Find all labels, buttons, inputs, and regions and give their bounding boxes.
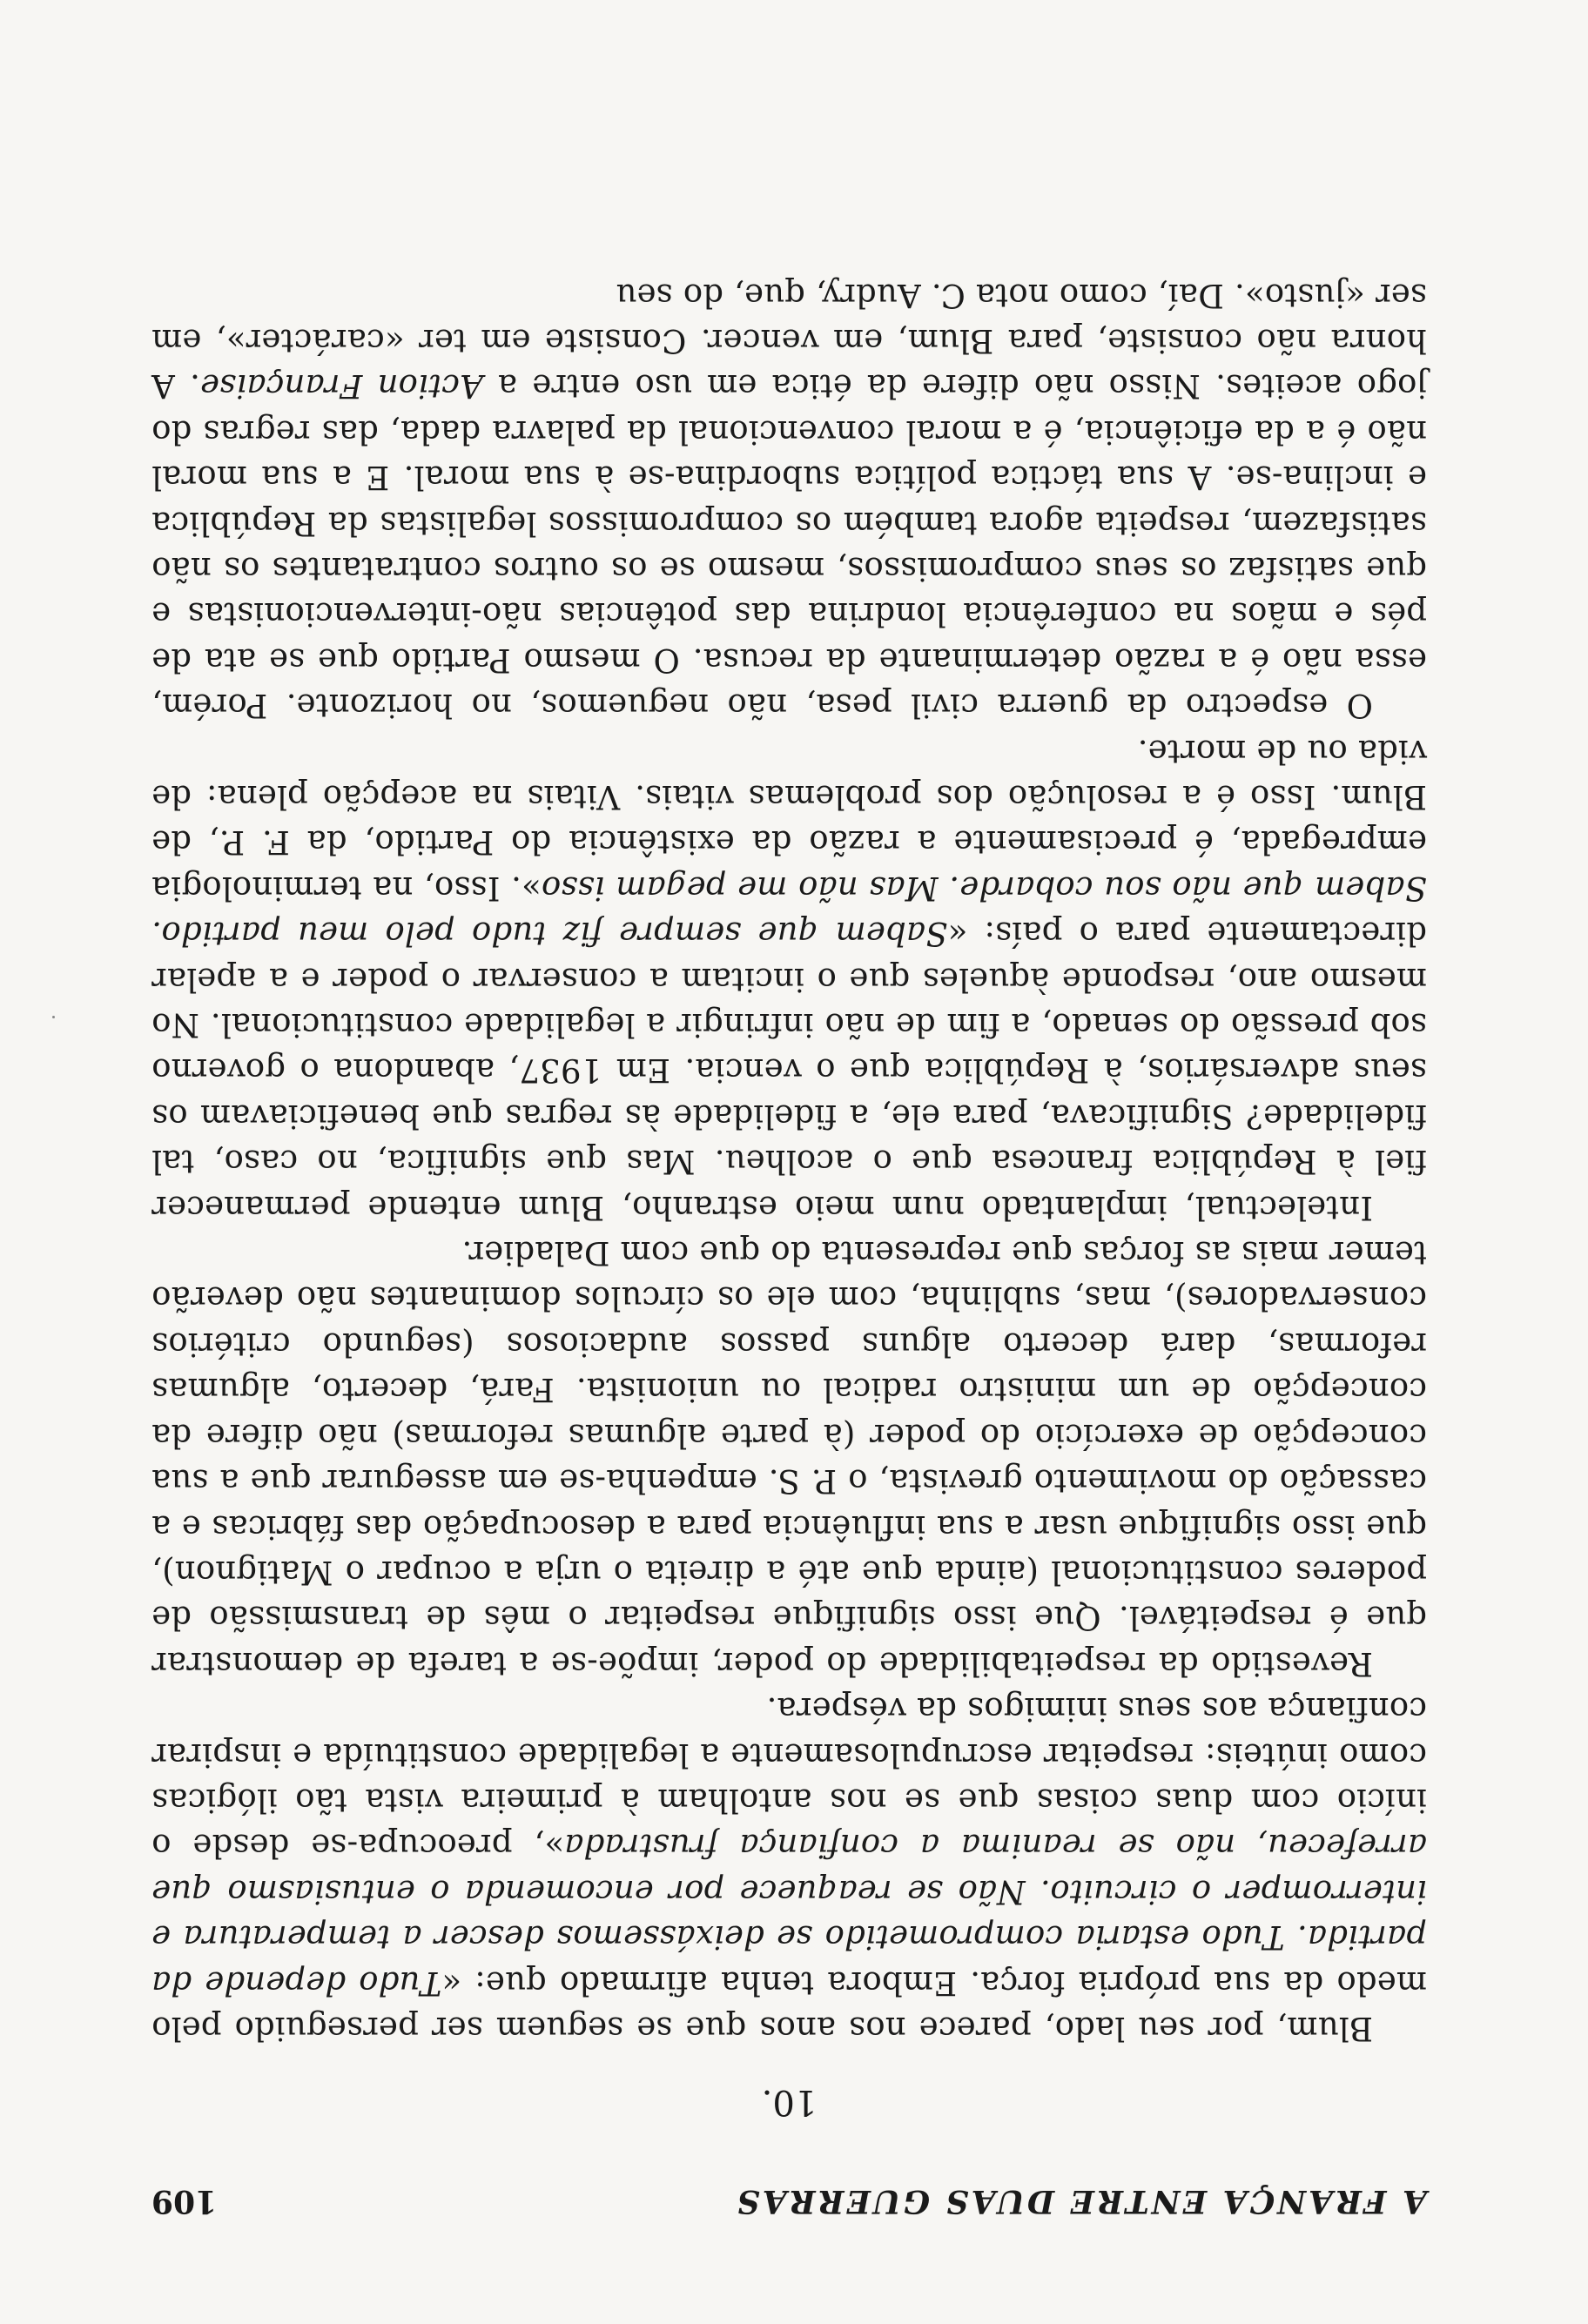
paragraph-text: », preocupa-se desde o início com duas coisas que se nos antolham à primeira vista tão ilógicas como inúteis: respeitar escrupulosamente a legalidade constituída e inspirar confiança aos seus inimigos da véspera. (151, 1690, 1427, 1865)
paragraph (151, 1686, 1427, 2051)
paragraph (151, 1230, 1427, 1686)
paragraph-text: O espectro da guerra civil pesa, não neguemos, no horizonte. Porém, essa não é a razão determinante da recusa. O mesmo Partido que se ata de pés e mãos na conferência londrina das potências não-intervencionistas e que satisfaz os seus compromissos, mesmo se os outros contratantes os não satisfazem, respeita agora também os compromissos legalistas da República e inclina-se. A sua táctica política subordina-se à sua moral. E a sua moral não é a da eficiência, é a moral convencional da palavra dada, das regras do jogo aceites. Nisso não difere da ética em uso entre a (151, 367, 1427, 725)
paragraph (151, 728, 1427, 1229)
paragraph-text: Intelectual, implantado num meio estranho, Blum entende permanecer fiel à República francesa que o acolheu. Mas que significa, no caso, tal fidelidade? Significava, para ele, a fidelidade às regras que beneficiavam os seus adversários, à República que o vencia. Em 1937, abandona o governo sob pressão do senado, a fim de não infringir a legalidade constitucional. No mesmo ano, responde àqueles que o incitam a conservar o poder e a apelar directamente para o país: « (151, 915, 1427, 1226)
chapter-number: 10. (761, 2082, 818, 2122)
quote-italic: Sabem que sempre fiz tudo pelo meu partido. Sabem que não sou cobarde. Mas não me pegam isso (151, 869, 1427, 953)
scan-speck (52, 1016, 55, 1018)
text-block (151, 272, 1427, 2220)
running-head (151, 2183, 1427, 2220)
paragraph (151, 272, 1427, 728)
paragraph-text: Blum, por seu lado, parece nos anos que se seguem ser perseguido pelo medo da sua própria força. Embora tenha afirmado que: « (151, 1964, 1427, 2047)
paragraph-text: ». Isso, na terminologia empregada, é precisamente a razão da existência do Partido, da F. P., de Blum. Isso é a resolução dos problemas vitais. Vitais na acepção plena: de vida ou de morte. (151, 732, 1427, 907)
quote-italic: Tudo depende da partida. Tudo estaria comprometido se deixássemos descer a temperatura e interromper o circuito. Não se reaquece por encomenda o entusiasmo que arrefeceu, não se reanima a confiança frustrada (151, 1827, 1427, 2002)
running-title: A FRANÇA ENTRE DUAS GUERRAS (734, 2183, 1427, 2220)
paragraph-text: . A honra não consiste, para Blum, em vencer. Consiste em ter «carácter», em ser «justo». Daí, como nota C. Audry, que, do seu (151, 276, 1427, 406)
paragraph-text: Revestido da respeitabilidade do poder, impõe-se a tarefa de demonstrar que é respeitável. Que isso signifique respeitar o mês de transmissão de poderes constitucional (ainda que até a direita o urja a ocupar o Matignon), que isso signifique usar a sua influência para a desocupação das fábricas e a cassação do movimento grevista, o P. S. empenha-se em assegurar que a sua concepção de exercício do poder (à parte algumas reformas) não difere da concepção de um ministro radical ou unionista. Fará, decerto, algumas reformas, dará decerto alguns passos audaciosos (segundo critérios conservadores), mas, sublinha, com ele os círculos dominantes não deverão temer mais as forças que representa do que com Daladier. (151, 1234, 1427, 1683)
page-number: 109 (151, 2183, 218, 2220)
publication-name-italic: Action Française (199, 367, 483, 406)
